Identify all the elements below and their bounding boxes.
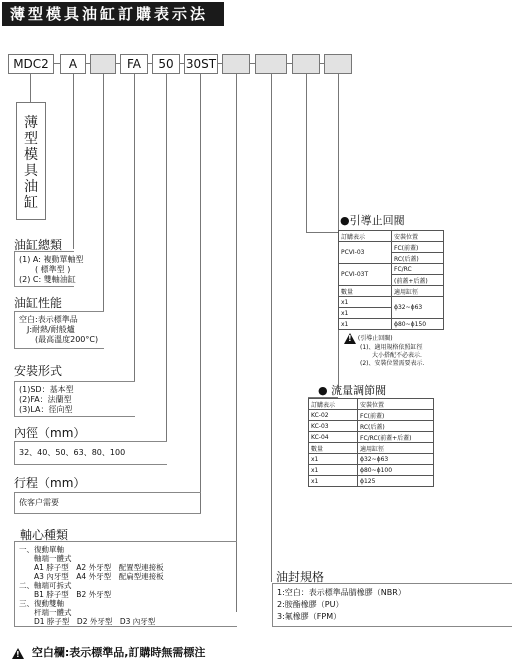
option-line: 2:胺酯橡膠（PU） — [277, 600, 344, 609]
vertical-title-char: 油 — [24, 179, 38, 195]
option-line: (1) A: 複動單軸型 — [19, 255, 84, 264]
table-cell: FC/RC — [392, 264, 444, 275]
table-cell: FC/RC(前蓋+后蓋) — [358, 432, 434, 443]
table-row — [339, 319, 444, 330]
guide-valve-table — [338, 230, 444, 330]
connector-line — [306, 74, 307, 232]
table-row — [339, 231, 444, 242]
table-row — [309, 454, 434, 465]
section-box-stroke — [14, 492, 201, 514]
table-row — [309, 421, 434, 432]
table-cell: KC-04 — [309, 432, 358, 443]
table-cell: KC-02 — [309, 410, 358, 421]
section-label-type: 油缸總類 — [14, 238, 63, 252]
table-row — [309, 410, 434, 421]
code-box-stroke: 30ST — [184, 54, 218, 74]
vertical-title — [16, 102, 46, 220]
table-row — [339, 242, 444, 253]
connector-line — [200, 74, 201, 514]
option-line: 3:氟橡膠（FPM） — [277, 612, 342, 621]
option-line: 一、復動單軸 — [19, 545, 64, 554]
table-cell: PCVI-03T — [339, 264, 392, 286]
page-title: 薄型模具油缸訂購表示法 — [2, 2, 224, 26]
table-cell: PCVI-03 — [339, 242, 392, 264]
vertical-title-char: 具 — [24, 163, 38, 179]
table-cell: 數量 — [339, 286, 392, 297]
table-cell: x1 — [309, 465, 358, 476]
table-cell: ϕ32~ϕ63 — [392, 297, 444, 319]
option-line: (2) C: 雙軸油缸 — [19, 275, 76, 284]
code-box-guide-valve — [292, 54, 320, 74]
code-box-bore: 50 — [152, 54, 180, 74]
table-row — [309, 443, 434, 454]
option-line: J:耐熱/耐般爐 — [19, 325, 75, 334]
guide-valve-note — [344, 333, 424, 368]
table-cell: ϕ80~ϕ100 — [358, 465, 434, 476]
table-cell: x1 — [309, 476, 358, 487]
flow-valve-table — [308, 398, 434, 487]
vertical-title-char: 模 — [24, 147, 38, 163]
option-line: 軸端一體式 — [19, 554, 72, 563]
option-line: ( 標準型 ) — [19, 265, 71, 274]
table-row — [339, 264, 444, 275]
table-cell: KC-03 — [309, 421, 358, 432]
table-row — [339, 286, 444, 297]
connector-line — [103, 74, 104, 312]
table-row — [309, 432, 434, 443]
option-line: (最高溫度200°C) — [19, 335, 99, 344]
table-row — [309, 465, 434, 476]
connector-line — [271, 74, 272, 582]
flow-valve-heading: ● 流量調節閥 — [318, 384, 387, 397]
code-box-shaft — [222, 54, 250, 74]
option-line: 二、軸端可拆式 — [19, 581, 72, 590]
option-line: (3)LA：徑向型 — [19, 405, 73, 414]
note-line: 大小搭配不必表示. — [360, 352, 422, 359]
option-line: D1 脖子型 D2 外牙型 D3 內牙型 — [19, 617, 156, 626]
connector-line — [166, 74, 167, 442]
table-cell: 適用缸徑 — [358, 443, 434, 454]
table-cell: RC(后蓋) — [392, 253, 444, 264]
footer-note — [12, 644, 205, 660]
table-cell: 數量 — [309, 443, 358, 454]
section-label-stroke: 行程（mm） — [14, 476, 86, 490]
option-line: 杆端一體式 — [19, 608, 72, 617]
option-line: B1 脖子型 B2 外牙型 — [19, 590, 112, 599]
connector-line — [236, 74, 237, 612]
section-box-performance — [14, 311, 104, 349]
option-line: 空白:表示標準品 — [19, 315, 78, 324]
table-cell: ϕ125 — [358, 476, 434, 487]
table-row — [309, 399, 434, 410]
code-box-mount: FA — [120, 54, 148, 74]
code-box-type: A — [60, 54, 86, 74]
option-line: 32、40、50、63、80、100 — [19, 448, 126, 457]
connector-line — [73, 74, 74, 249]
warning-icon — [12, 648, 24, 659]
table-cell: x1 — [339, 308, 392, 319]
code-box-series: MDC2 — [8, 54, 54, 74]
section-label-shaft: 軸心種類 — [20, 528, 69, 542]
section-label-seal: 油封規格 — [276, 570, 325, 584]
option-line: 1:空白：表示標準品腈橡膠（NBR） — [277, 588, 406, 597]
connector-line — [306, 232, 338, 233]
option-line: 三、復動雙軸 — [19, 599, 64, 608]
table-cell: 適用缸徑 — [392, 286, 444, 297]
table-cell: x1 — [309, 454, 358, 465]
table-cell: ϕ80~ϕ150 — [392, 319, 444, 330]
option-line: 依客户需要 — [19, 498, 59, 507]
section-label-bore: 內徑（mm） — [14, 426, 86, 440]
vertical-title-char: 型 — [24, 131, 38, 147]
section-label-performance: 油缸性能 — [14, 296, 63, 310]
table-cell: (前蓋+后蓋) — [392, 275, 444, 286]
code-box-flow-valve — [324, 54, 352, 74]
table-cell: 訂購表示 — [309, 399, 358, 410]
connector-line — [134, 74, 135, 382]
note-line: (2)、安裝位置需要表示. — [360, 360, 425, 367]
table-cell: x1 — [339, 319, 392, 330]
section-box-mount — [14, 381, 135, 417]
vertical-title-char: 薄 — [24, 115, 38, 131]
note-line: (1)、適用規格依照缸徑 — [360, 344, 423, 351]
section-box-type — [14, 251, 84, 287]
option-line: (1)SD：基本型 — [19, 385, 74, 394]
warning-icon — [344, 333, 356, 344]
table-cell: RC(后蓋) — [358, 421, 434, 432]
table-row — [309, 476, 434, 487]
option-line: A1 脖子型 A2 外牙型 配置型連接板 — [19, 563, 164, 572]
section-box-bore — [14, 441, 167, 465]
table-cell: 安裝位置 — [392, 231, 444, 242]
table-cell: FC(前蓋) — [358, 410, 434, 421]
table-cell: x1 — [339, 297, 392, 308]
vertical-title-char: 缸 — [24, 195, 38, 211]
option-line: A3 內牙型 A4 外牙型 配扁型連接板 — [19, 572, 164, 581]
guide-valve-heading: ●引導止回閥 — [340, 214, 405, 227]
section-box-shaft — [14, 541, 237, 627]
code-box-seal — [255, 54, 287, 74]
table-row — [339, 297, 444, 308]
option-line: (2)FA：法蘭型 — [19, 395, 72, 404]
code-box-performance — [90, 54, 116, 74]
note-line: (引導止回閥) — [357, 335, 393, 342]
section-label-mount: 安裝形式 — [14, 364, 63, 378]
table-cell: 訂購表示 — [339, 231, 392, 242]
table-cell: 安裝位置 — [358, 399, 434, 410]
table-cell: ϕ32~ϕ63 — [358, 454, 434, 465]
section-box-seal — [272, 583, 512, 627]
table-cell: FC(前蓋) — [392, 242, 444, 253]
connector-line — [30, 74, 31, 102]
footer-note-text: 空白欄:表示標準品,訂購時無需標注 — [31, 646, 206, 659]
